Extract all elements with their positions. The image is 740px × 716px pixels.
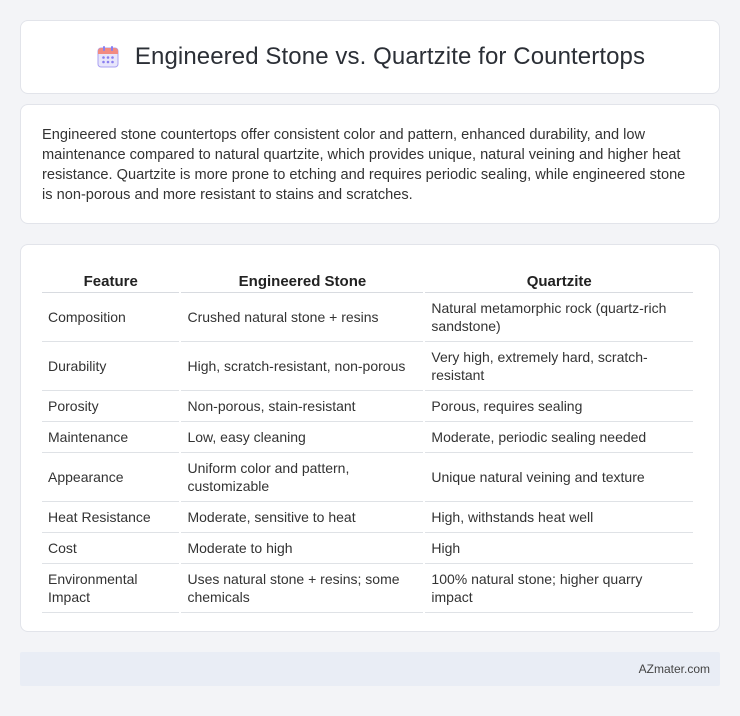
cell-engineered: Uses natural stone + resins; some chemicals bbox=[181, 564, 423, 613]
cell-engineered: Uniform color and pattern, customizable bbox=[181, 453, 423, 502]
table-row bbox=[42, 564, 693, 613]
cell-feature: Maintenance bbox=[42, 422, 179, 453]
table-row bbox=[42, 342, 693, 391]
cell-feature: Porosity bbox=[42, 391, 179, 422]
table-row bbox=[42, 453, 693, 502]
cell-quartzite: Moderate, periodic sealing needed bbox=[425, 422, 693, 453]
comparison-table bbox=[40, 265, 695, 613]
cell-engineered: Low, easy cleaning bbox=[181, 422, 423, 453]
comparison-table-card bbox=[20, 244, 720, 632]
table-row bbox=[42, 502, 693, 533]
cell-quartzite: Unique natural veining and texture bbox=[425, 453, 693, 502]
cell-quartzite: 100% natural stone; higher quarry impact bbox=[425, 564, 693, 613]
cell-quartzite: High, withstands heat well bbox=[425, 502, 693, 533]
footer-brand: AZmater.com bbox=[638, 662, 710, 676]
header-engineered-stone: Engineered Stone bbox=[181, 265, 423, 293]
summary-text: Engineered stone countertops offer consistent color and pattern, enhanced durability, and low maintenance compared to natural quartzite, which provides unique, natural veining and higher heat resistance. Quartzite is more prone to etching and requires periodic sealing, while engineered stone is non-porous and more resistant to stains and scratches. bbox=[42, 127, 686, 203]
cell-feature: Appearance bbox=[42, 453, 179, 502]
summary-card bbox=[20, 104, 720, 224]
cell-quartzite: Natural metamorphic rock (quartz-rich sandstone) bbox=[425, 293, 693, 342]
cell-feature: Durability bbox=[42, 342, 179, 391]
table-header-row bbox=[42, 265, 693, 293]
cell-engineered: Moderate to high bbox=[181, 533, 423, 564]
header-feature: Feature bbox=[42, 265, 179, 293]
table-row bbox=[42, 533, 693, 564]
footer-bar bbox=[20, 652, 720, 686]
cell-feature: Cost bbox=[42, 533, 179, 564]
cell-engineered: High, scratch-resistant, non-porous bbox=[181, 342, 423, 391]
cell-feature: Environmental Impact bbox=[42, 564, 179, 613]
title-card bbox=[20, 20, 720, 94]
cell-quartzite: High bbox=[425, 533, 693, 564]
cell-engineered: Non-porous, stain-resistant bbox=[181, 391, 423, 422]
title-row bbox=[95, 43, 645, 71]
cell-quartzite: Very high, extremely hard, scratch-resistant bbox=[425, 342, 693, 391]
calendar-icon bbox=[95, 44, 121, 70]
header-quartzite: Quartzite bbox=[425, 265, 693, 293]
cell-feature: Composition bbox=[42, 293, 179, 342]
table-row bbox=[42, 391, 693, 422]
page-title: Engineered Stone vs. Quartzite for Countertops bbox=[134, 43, 646, 70]
table-row bbox=[42, 293, 693, 342]
table-row bbox=[42, 422, 693, 453]
cell-engineered: Moderate, sensitive to heat bbox=[181, 502, 423, 533]
cell-quartzite: Porous, requires sealing bbox=[425, 391, 693, 422]
cell-feature: Heat Resistance bbox=[42, 502, 179, 533]
cell-engineered: Crushed natural stone + resins bbox=[181, 293, 423, 342]
